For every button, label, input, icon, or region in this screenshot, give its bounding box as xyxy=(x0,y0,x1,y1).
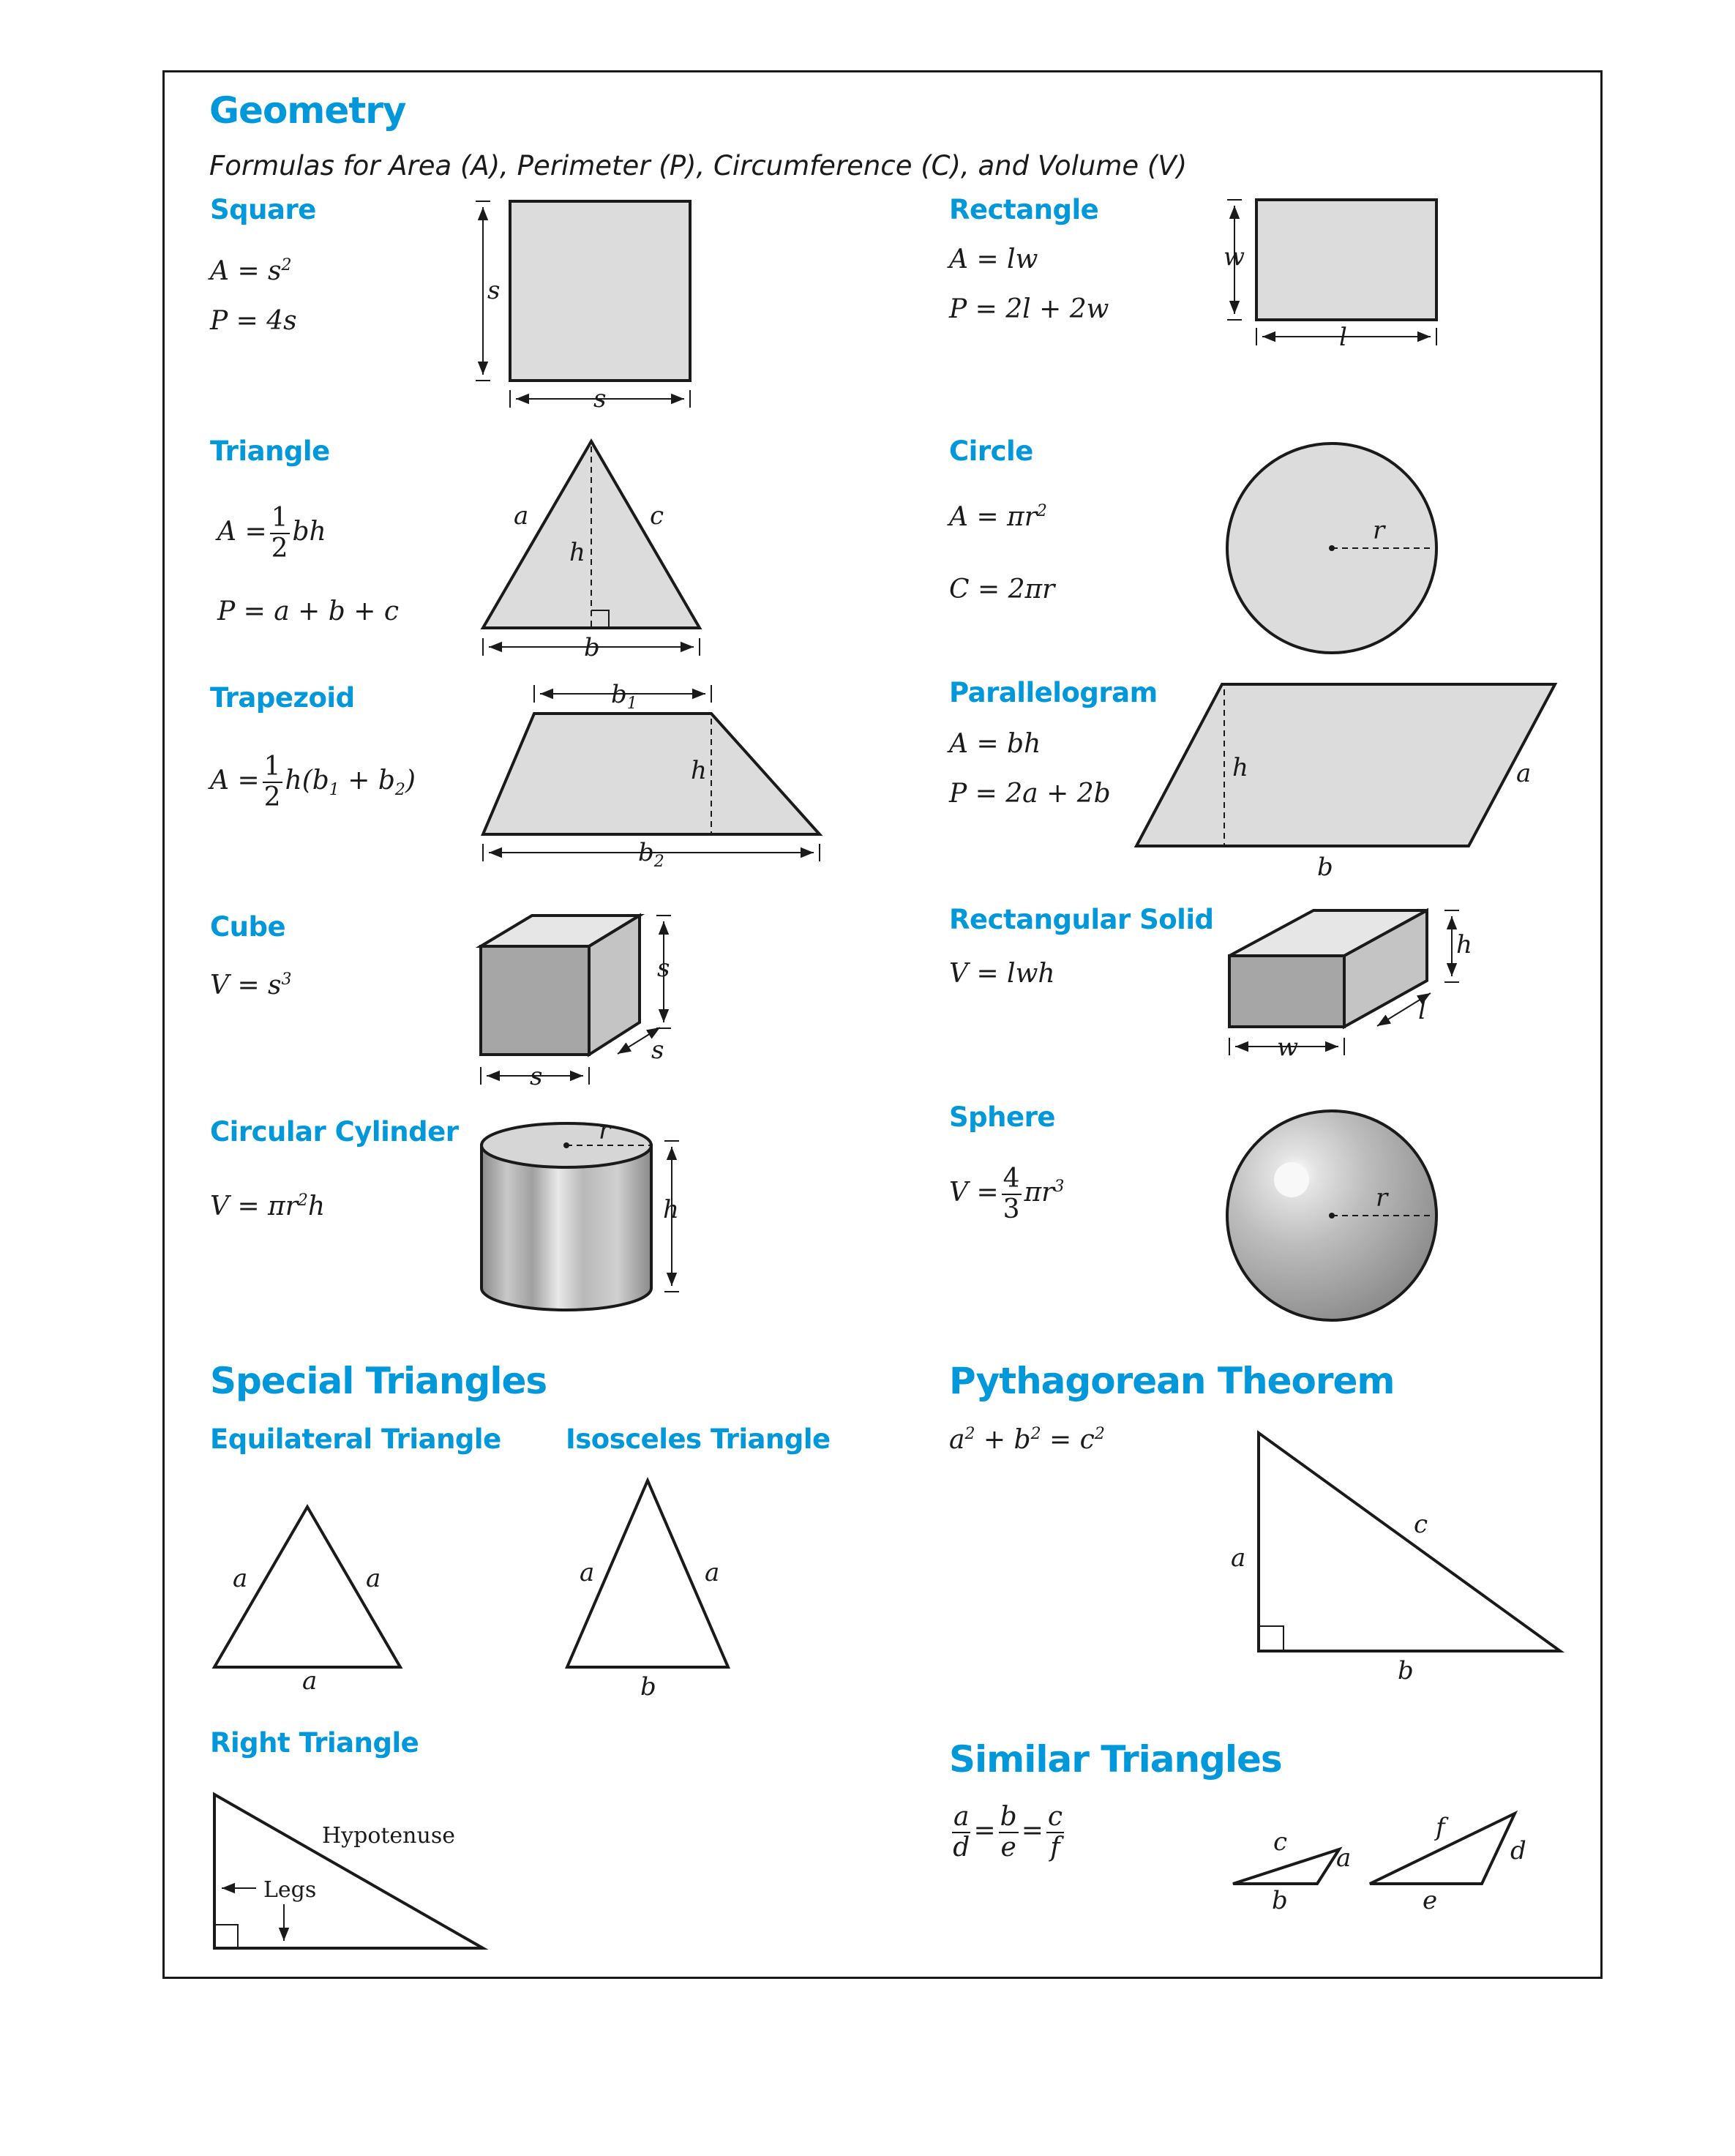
legs-label: Legs xyxy=(263,1877,317,1903)
trapezoid-heading: Trapezoid xyxy=(210,682,355,714)
triangle-a-label: a xyxy=(514,501,529,531)
cube-heading: Cube xyxy=(210,911,286,943)
similar-triangles-heading: Similar Triangles xyxy=(949,1738,1282,1781)
sphere-figure xyxy=(1227,1111,1436,1320)
rectangle-width-label: w xyxy=(1224,242,1245,272)
pythagorean-b-label: b xyxy=(1398,1656,1414,1685)
equilateral-heading: Equilateral Triangle xyxy=(210,1423,501,1455)
circle-r-label: r xyxy=(1373,516,1385,545)
triangle-c-label: c xyxy=(650,501,664,531)
square-side-label-h: s xyxy=(593,384,607,413)
page-subtitle: Formulas for Area (A), Perimeter (P), Circumference (C), and Volume (V) xyxy=(209,150,1188,181)
rect-solid-l-label: l xyxy=(1418,996,1426,1025)
hypotenuse-label: Hypotenuse xyxy=(322,1823,455,1849)
isosceles-heading: Isosceles Triangle xyxy=(566,1423,831,1455)
pythagorean-a-label: a xyxy=(1231,1543,1246,1573)
rectangle-length-label: l xyxy=(1339,323,1347,352)
special-triangles-heading: Special Triangles xyxy=(210,1360,547,1402)
circle-area-formula: $A = \pi r^2$ xyxy=(949,502,1047,532)
isosceles-right-label: a xyxy=(705,1558,720,1587)
cube-height-label: s xyxy=(657,954,670,983)
square-perimeter-formula: P = 4s xyxy=(210,306,297,336)
isosceles-left-label: a xyxy=(580,1558,595,1587)
cylinder-figure xyxy=(481,1123,679,1310)
pythagorean-figure xyxy=(1259,1433,1560,1651)
right-triangle-heading: Right Triangle xyxy=(210,1727,419,1759)
circle-heading: Circle xyxy=(949,435,1033,467)
rect-solid-w-label: w xyxy=(1277,1033,1299,1062)
similar-b-label: b xyxy=(1272,1886,1288,1915)
pythagorean-c-label: c xyxy=(1414,1510,1428,1539)
trapezoid-b2-label: $b_2$ xyxy=(638,838,664,871)
sphere-volume-formula: V = $\frac{4}{3}$ $\pi r^3$ xyxy=(949,1164,1065,1224)
cube-depth-label: s xyxy=(651,1036,664,1065)
similar-a-label: a xyxy=(1336,1844,1352,1873)
trapezoid-figure xyxy=(483,685,820,861)
equilateral-left-label: a xyxy=(233,1564,248,1593)
square-heading: Square xyxy=(210,194,316,225)
page-title: Geometry xyxy=(209,89,406,132)
parallelogram-b-label: b xyxy=(1317,853,1333,882)
cube-width-label: s xyxy=(530,1062,543,1091)
similar-e-label: e xyxy=(1423,1886,1438,1915)
square-figure xyxy=(476,201,690,408)
rect-solid-heading: Rectangular Solid xyxy=(949,904,1214,935)
triangle-heading: Triangle xyxy=(210,435,330,467)
rectangle-figure xyxy=(1227,200,1436,345)
cylinder-h-label: h xyxy=(663,1195,679,1224)
parallelogram-a-label: a xyxy=(1516,759,1532,788)
rect-solid-volume-formula: V = lwh xyxy=(949,959,1055,989)
equilateral-right-label: a xyxy=(366,1564,381,1593)
right-triangle-figure xyxy=(214,1794,483,1948)
parallelogram-h-label: h xyxy=(1232,753,1248,782)
similar-c-label: c xyxy=(1273,1827,1288,1857)
cube-figure xyxy=(481,916,671,1085)
equilateral-base-label: a xyxy=(302,1666,318,1696)
cylinder-r-label: r xyxy=(599,1116,611,1145)
sphere-r-label: r xyxy=(1376,1183,1388,1213)
similar-d-label: d xyxy=(1510,1836,1526,1865)
parallelogram-perimeter-formula: P = 2a + 2b xyxy=(949,779,1111,809)
triangle-area-formula: A = $\frac{1}{2}$ bh xyxy=(217,503,326,564)
triangle-perimeter-formula: P = a + b + c xyxy=(217,596,400,626)
rectangle-heading: Rectangle xyxy=(949,194,1099,225)
cylinder-volume-formula: $V = \pi r^2h$ xyxy=(210,1191,326,1221)
rect-solid-h-label: h xyxy=(1456,930,1472,959)
parallelogram-figure xyxy=(1136,684,1555,846)
pythagorean-formula: $a^2 + b^2 = c^2$ xyxy=(949,1425,1105,1455)
circle-circumference-formula: C = 2πr xyxy=(949,574,1055,604)
rect-solid-figure xyxy=(1229,910,1459,1055)
rectangle-perimeter-formula: P = 2l + 2w xyxy=(949,294,1109,324)
parallelogram-area-formula: A = bh xyxy=(949,729,1041,759)
trapezoid-h-label: h xyxy=(691,756,707,785)
square-area-formula: $A = s^2$ xyxy=(210,256,292,286)
trapezoid-b1-label: $b_1$ xyxy=(611,680,637,713)
cube-volume-formula: $V = s^3$ xyxy=(210,970,292,1000)
triangle-h-label: h xyxy=(569,538,585,567)
isosceles-base-label: b xyxy=(640,1672,656,1702)
square-side-label-v: s xyxy=(487,276,501,305)
triangle-b-label: b xyxy=(584,633,600,662)
triangle-figure xyxy=(483,441,700,656)
cylinder-heading: Circular Cylinder xyxy=(210,1116,459,1148)
rectangle-area-formula: A = lw xyxy=(949,244,1038,274)
parallelogram-heading: Parallelogram xyxy=(949,677,1158,708)
pythagorean-heading: Pythagorean Theorem xyxy=(949,1360,1395,1402)
trapezoid-area-formula: A = $\frac{1}{2}$ $h(b_1 + b_2)$ xyxy=(210,752,416,812)
circle-figure xyxy=(1227,443,1436,653)
similar-f-label: f xyxy=(1436,1813,1445,1842)
sphere-heading: Sphere xyxy=(949,1101,1055,1133)
similar-triangles-formula: $\frac{a}{d}$ = $\frac{b}{e}$ = $\frac{c}{f}$ xyxy=(953,1802,1063,1863)
